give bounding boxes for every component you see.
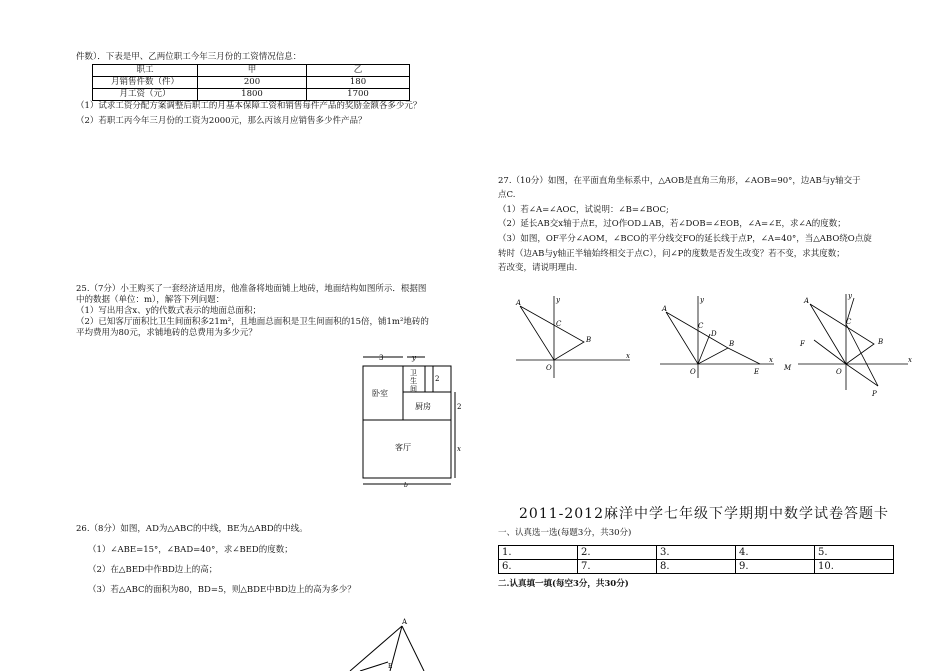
coordinate-figure-3 xyxy=(780,290,930,398)
q27-part2: （2）延长AB交x轴于点E，过O作OD⊥AB，若∠DOB=∠EOB，∠A=∠E，求∠A的度数； xyxy=(498,219,846,229)
table-row xyxy=(93,77,410,89)
label-b: B xyxy=(878,338,884,346)
label-o: O xyxy=(546,364,552,372)
extension-ae xyxy=(728,348,760,364)
q26-line1: 26.（8分）如图，AD为△ABC的中线，BE为△ABD的中线。 xyxy=(76,524,308,534)
label-x: x xyxy=(626,352,630,360)
section-1-heading: 一、认真选一选(每题3分，共30分) xyxy=(498,528,632,538)
answer-cell[interactable]: 3. xyxy=(657,546,736,560)
table-cell: 1800 xyxy=(198,89,307,101)
q27-line1: 27.（10分）如图，在平面直角坐标系中，△AOB是直角三角形，∠AOB=90°，边AB与y轴交于 xyxy=(498,176,861,186)
answer-cell[interactable]: 7. xyxy=(578,560,657,574)
table-row xyxy=(93,65,410,77)
answer-cell[interactable]: 2. xyxy=(578,546,657,560)
label-o: O xyxy=(690,368,696,376)
answer-cell[interactable]: 6. xyxy=(499,560,578,574)
label-b: B xyxy=(729,340,735,348)
perpendicular-od xyxy=(698,334,710,364)
label-a: A xyxy=(804,297,810,305)
q26-part3: （3）若△ABC的面积为80，BD=5，则△BDE中BD边上的高为多少？ xyxy=(88,585,356,595)
label-d: D xyxy=(711,330,717,338)
label-a: A xyxy=(516,299,522,307)
dim-3-label: 3 xyxy=(379,354,384,362)
extension-fo xyxy=(846,364,878,386)
table-row xyxy=(93,89,410,101)
floor-plan-figure xyxy=(355,352,467,488)
q27-line2: 点C. xyxy=(498,190,516,200)
q26-part2: （2）在△BED中作BD边上的高； xyxy=(88,565,218,575)
vertex-a-label: A xyxy=(402,618,408,626)
label-o: O xyxy=(836,368,842,376)
q27-part3-a: （3）如图，OF平分∠AOM，∠BCO的平分线交FO的延长线于点P，∠A=40°，当△ABO绕O点旋 xyxy=(498,234,872,244)
q26-part1: （1）∠ABE=15°，∠BAD=40°，求∠BED的度数； xyxy=(88,545,293,555)
label-a: A xyxy=(662,305,668,313)
salary-table xyxy=(92,64,410,101)
answer-cell[interactable]: 1. xyxy=(499,546,578,560)
kitchen-label: 厨房 xyxy=(415,402,431,411)
table-row xyxy=(499,546,894,560)
answer-grid xyxy=(498,545,894,574)
q24-part1: （1）试求工资分配方案调整后职工的月基本保障工资和销售每件产品的奖励金额各多少元？ xyxy=(76,101,422,111)
table-cell: 180 xyxy=(307,77,410,89)
answer-cell[interactable]: 9. xyxy=(736,560,815,574)
label-c: C xyxy=(556,320,562,328)
table-row xyxy=(499,560,894,574)
q25-line2: 中的数据（单位：m），解答下列问题： xyxy=(76,295,225,305)
dim-2a-label: 2 xyxy=(435,375,440,383)
table-cell: 乙 xyxy=(307,65,410,77)
triangle-side xyxy=(402,626,424,671)
living-room-label: 客厅 xyxy=(395,443,411,452)
q25-line4: （2）已知客厅面积比卫生间面积多21m²，且地面总面积是卫生间面积的15倍，铺1m²地砖的 xyxy=(76,317,429,327)
table-cell: 月工资（元） xyxy=(93,89,198,101)
table-cell: 1700 xyxy=(307,89,410,101)
dim-2b-label: 2 xyxy=(457,403,462,411)
label-c: C xyxy=(698,322,704,330)
q24-intro: 件数）．下表是甲、乙两位职工今年三月份的工资情况信息： xyxy=(76,52,302,62)
q25-line5: 平均费用为80元，求铺地砖的总费用为多少元？ xyxy=(76,328,257,338)
label-p: P xyxy=(872,390,877,398)
coordinate-figure-2 xyxy=(656,292,778,382)
q27-part3-b: 转时（边AB与y轴正半轴始终相交于点C），问∠P的度数是否发生改变？若不变，求其度数； xyxy=(498,249,845,259)
bisector-of xyxy=(814,340,846,364)
triangle-side xyxy=(350,626,402,671)
label-y: y xyxy=(700,296,704,304)
label-y: y xyxy=(848,292,852,300)
label-y: y xyxy=(556,296,560,304)
answer-cell[interactable]: 10. xyxy=(815,560,894,574)
label-f: F xyxy=(800,340,805,348)
q27-part3-c: 若改变，请说明理由. xyxy=(498,263,578,273)
q24-part2: （2）若职工丙今年三月份的工资为2000元，那么丙该月应销售多少件产品？ xyxy=(76,116,367,126)
bisector-cp xyxy=(846,324,878,386)
label-m: M xyxy=(784,364,792,372)
median-line xyxy=(360,662,388,671)
label-x: x xyxy=(908,356,912,364)
q27-part1: （1）若∠A=∠AOC，试说明：∠B=∠BOC; xyxy=(498,205,669,215)
section-2-heading: 二.认真填一填(每空3分，共30分) xyxy=(498,579,629,589)
triangle-aob xyxy=(666,312,728,364)
table-cell: 200 xyxy=(198,77,307,89)
label-c: C xyxy=(846,318,852,326)
table-cell: 月销售件数（件） xyxy=(93,77,198,89)
q25-line3: （1）写出用含x、y的代数式表示的地面总面积； xyxy=(76,306,262,316)
table-cell: 甲 xyxy=(198,65,307,77)
bedroom-label: 卧室 xyxy=(372,389,388,398)
answer-cell[interactable]: 4. xyxy=(736,546,815,560)
q25-line1: 25.（7分）小王购买了一套经济适用房，他准备将地面铺上地砖，地面结构如图所示．根据图 xyxy=(76,284,427,294)
triangle-aob xyxy=(810,304,874,364)
answer-cell[interactable]: 5. xyxy=(815,546,894,560)
answer-cell[interactable]: 8. xyxy=(657,560,736,574)
label-x: x xyxy=(769,356,773,364)
bathroom-label-3: 间 xyxy=(410,385,417,393)
table-cell: 职工 xyxy=(93,65,198,77)
dim-b-label: b xyxy=(404,482,408,488)
point-e-label: E xyxy=(388,663,393,670)
triangle-aob xyxy=(520,306,584,360)
bathroom-label-2: 生 xyxy=(410,377,417,385)
dim-y-label: y xyxy=(412,354,416,362)
label-b: B xyxy=(586,336,592,344)
triangle-figure xyxy=(340,618,440,671)
bathroom-label-1: 卫 xyxy=(410,369,417,377)
dim-x-label: x xyxy=(457,445,461,453)
coordinate-figure-1 xyxy=(512,292,636,382)
answer-card-title: 2011-2012麻洋中学七年级下学期期中数学试卷答题卡 xyxy=(519,506,889,522)
label-e: E xyxy=(754,368,760,376)
